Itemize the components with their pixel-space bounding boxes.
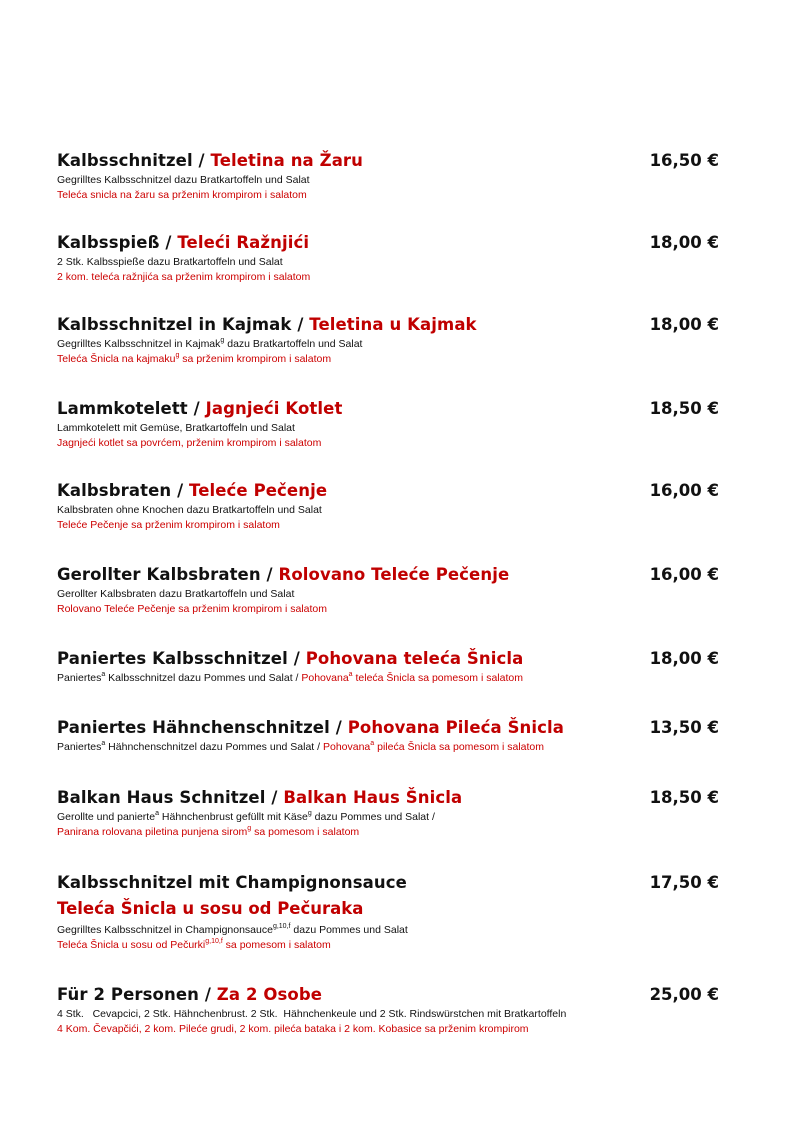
description-bosnian: Rolovano Teleće Pečenje sa prženim krompirom i salatom (57, 603, 328, 615)
description-german: Kalbsbraten ohne Knochen dazu Bratkartoffeln und Salat (57, 504, 322, 516)
item-price: 16,50 € (649, 151, 719, 170)
item-title: Lammkotelett / Jagnjeći Kotlet (57, 399, 343, 418)
item-title: Kalbsspieß / Teleći Ražnjići (57, 233, 310, 252)
item-title: Kalbsschnitzel / Teletina na Žaru (57, 151, 364, 170)
item-price: 18,50 € (649, 399, 719, 418)
item-title: Paniertes Hähnchenschnitzel / Pohovana Pileća Šnicla (57, 718, 565, 737)
description-bosnian: Teleća snicla na žaru sa prženim krompirom i salatom (57, 189, 307, 201)
description-german: Gegrilltes Kalbsschnitzel in Champignonsauce$^{g,10,f}$ dazu Pommes und Salat (57, 922, 408, 936)
description-german: Gegrilltes Kalbsschnitzel dazu Bratkartoffeln und Salat (57, 174, 310, 186)
item-price: 13,50 € (649, 718, 719, 737)
menu-item-kalbsspiess (57, 233, 719, 285)
description-bosnian: Teleća Šnicla na kajmaku$^g$ sa prženim krompirom i salatom (57, 351, 332, 365)
description-bosnian: Teleće Pečenje sa prženim krompirom i salatom (57, 519, 280, 531)
description-german: 2 Stk. Kalbsspieße dazu Bratkartoffeln und Salat (57, 256, 283, 268)
description-german: Gegrilltes Kalbsschnitzel in Kajmak$^g$ dazu Bratkartoffeln und Salat (57, 336, 363, 350)
item-price: 16,00 € (649, 481, 719, 500)
menu-item-fuer-2-personen (57, 985, 719, 1037)
description-german: Gerollter Kalbsbraten dazu Bratkartoffeln und Salat (57, 588, 295, 600)
description-german: Gerollte und panierte$^a$ Hähnchenbrust gefüllt mit Käse$^g$ dazu Pommes und Salat / (57, 809, 435, 823)
item-title: Balkan Haus Schnitzel / Balkan Haus Šnicla (57, 788, 463, 807)
description-bosnian: Panirana rolovana piletina punjena sirom$^g$ sa pomesom i salatom (57, 824, 360, 838)
description: Paniertes$^a$ Hähnchenschnitzel dazu Pommes und Salat / Pohovana$^a$ pileća Šnicla sa pomesom i salatom (57, 739, 545, 753)
description-bosnian: Teleća Šnicla u sosu od Pečurki$^{g,10,f}$ sa pomesom i salatom (57, 937, 331, 951)
menu-item-kalbsschnitzel-kajmak (57, 315, 719, 367)
description-bosnian: Jagnjeći kotlet sa povrćem, prženim krompirom i salatom (57, 437, 322, 449)
item-price: 17,50 € (649, 873, 719, 892)
item-title: Kalbsschnitzel in Kajmak / Teletina u Kajmak (57, 315, 477, 334)
item-price: 18,00 € (649, 233, 719, 252)
menu-item-champignonsauce (57, 873, 719, 953)
description-bosnian: 2 kom. teleća ražnjića sa prženim krompirom i salatom (57, 271, 311, 283)
menu-item-lammkotelett (57, 399, 719, 451)
item-price: 18,00 € (649, 649, 719, 668)
description-german: Lammkotelett mit Gemüse, Bratkartoffeln und Salat (57, 422, 295, 434)
menu-item-kalbsbraten (57, 481, 719, 533)
item-title: Kalbsbraten / Teleće Pečenje (57, 481, 328, 500)
menu-item-gerollter-kalbsbraten (57, 565, 719, 617)
description-bosnian: 4 Kom. Čevapčići, 2 kom. Pileće grudi, 2 kom. pileća bataka i 2 kom. Kobasice sa prženim krompirom (57, 1023, 529, 1035)
item-price: 25,00 € (649, 985, 719, 1004)
item-title: Für 2 Personen / Za 2 Osobe (57, 985, 323, 1004)
item-price: 18,50 € (649, 788, 719, 807)
description-german: 4 Stk. Cevapcici, 2 Stk. Hähnchenbrust. 2 Stk. Hähnchenkeule und 2 Stk. Rindswürstchen mit Bratkartoffeln (57, 1008, 567, 1020)
menu-item-kalbsschnitzel (57, 151, 719, 203)
item-title: Kalbsschnitzel mit Champignonsauce (57, 873, 407, 892)
menu-item-paniertes-kalbsschnitzel (57, 649, 719, 686)
menu-item-paniertes-haehnchenschnitzel (57, 718, 719, 755)
description: Paniertes$^a$ Kalbsschnitzel dazu Pommes und Salat / Pohovana$^a$ teleća Šnicla sa pomesom i salatom (57, 670, 523, 684)
item-price: 18,00 € (649, 315, 719, 334)
item-title: Gerollter Kalbsbraten / Rolovano Teleće Pečenje (57, 565, 510, 584)
item-title: Paniertes Kalbsschnitzel / Pohovana teleća Šnicla (57, 649, 524, 668)
menu-item-balkan-haus-schnitzel (57, 788, 719, 840)
item-price: 16,00 € (649, 565, 719, 584)
item-title-bosnian: Teleća Šnicla u sosu od Pečuraka (57, 899, 364, 918)
